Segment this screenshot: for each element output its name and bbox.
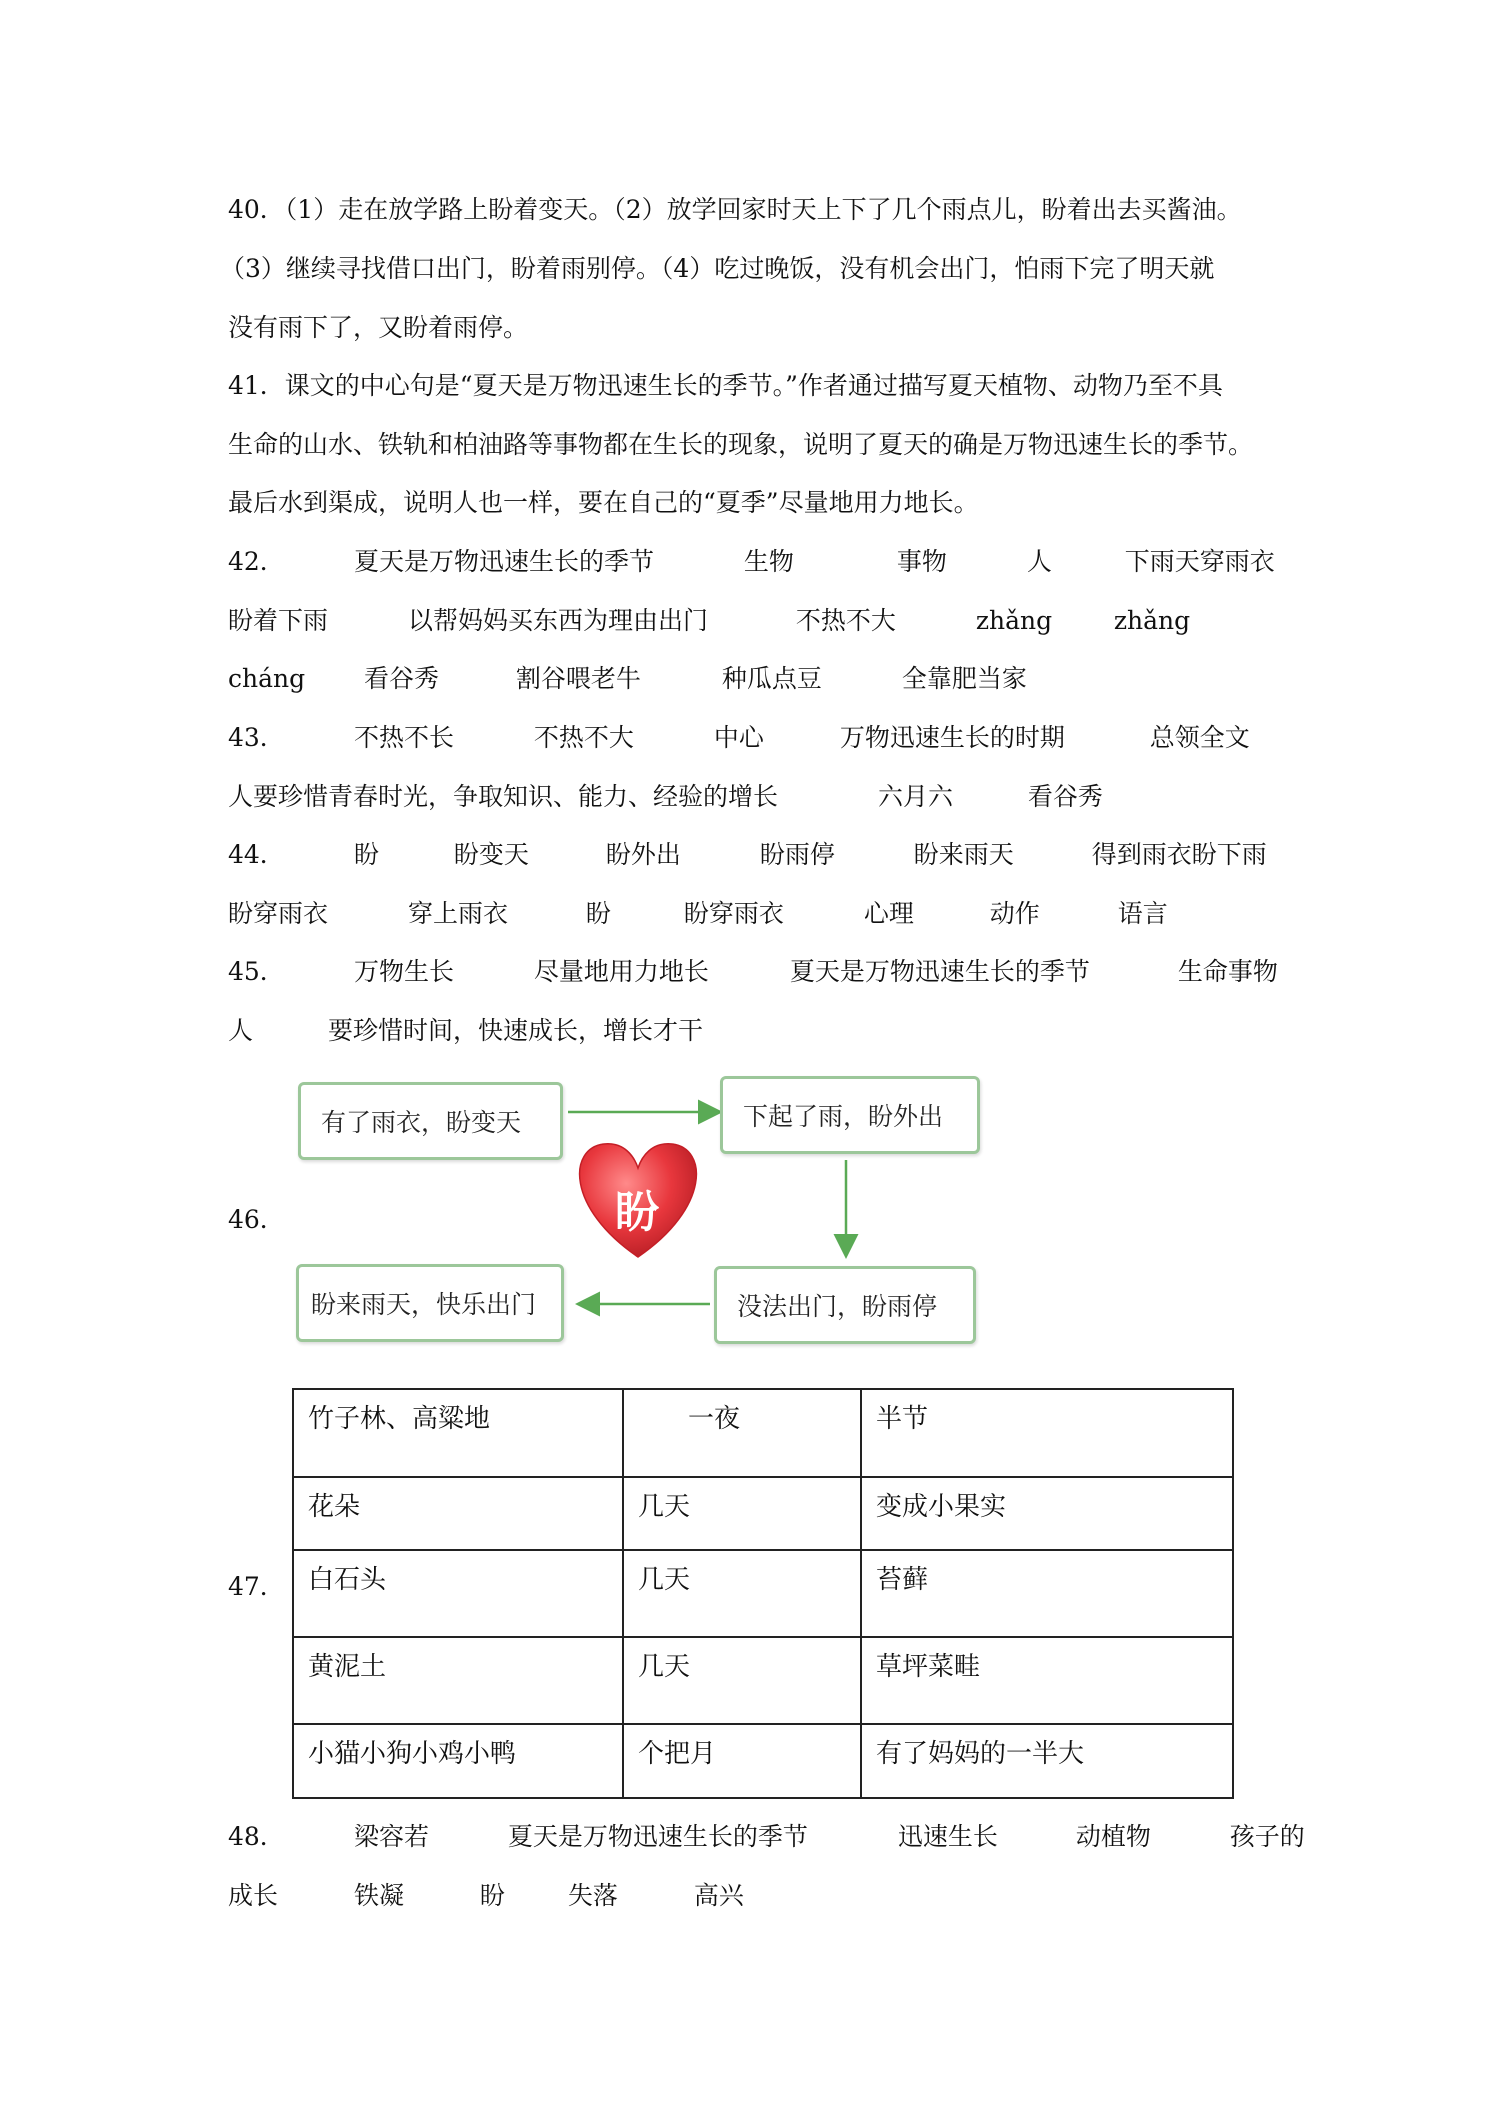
q48-number: 48． [228,1822,285,1851]
q44-answer: 盼穿雨衣 [683,899,784,928]
table-row [293,1550,1233,1637]
table-row [293,1724,1233,1798]
table-cell: 几天 [623,1637,861,1724]
q42-answer: 不热不大 [795,606,896,635]
table-cell: 草坪菜畦 [861,1637,1233,1724]
q43-answer: 总领全文 [1149,723,1250,752]
flow-box-bottom-left: 盼来雨天，快乐出门 [296,1264,564,1342]
q48-answer: 铁凝 [353,1881,404,1910]
q43-answer: 人要珍惜青春时光，争取知识、能力、经验的增长 [228,782,779,811]
q48-answer: 孩子的 [1229,1822,1305,1851]
q42-answer: 生物 [743,547,794,576]
q42-number: 42． [228,547,285,576]
q42-row-1 [228,547,1275,577]
q42-answer: 割谷喂老牛 [515,664,641,693]
q45-answer: 尽量地用力地长 [533,957,709,986]
q44-answer: 盼穿雨衣 [228,899,329,928]
q45-answer: 夏天是万物迅速生长的季节 [789,957,1090,986]
q43-row-1 [228,723,1250,753]
q48-row-1 [228,1822,1305,1852]
table-cell: 有了妈妈的一半大 [861,1724,1233,1798]
q42-row-3 [228,664,1027,694]
q42-answer: 人 [1026,547,1052,576]
heart-label: 盼 [615,1187,659,1238]
q42-answer: zhǎng [975,606,1053,635]
table-cell: 几天 [623,1550,861,1637]
q44-answer: 心理 [863,899,914,928]
q44-answer: 盼变天 [453,840,529,869]
q45-answer: 生命事物 [1177,957,1278,986]
q42-answer: 事物 [896,547,947,576]
q46-number: 46． [228,1205,285,1234]
table-row [293,1637,1233,1724]
q43-answer: 万物迅速生长的时期 [839,723,1065,752]
q43-row-2 [228,782,1103,812]
q48-answer: 迅速生长 [897,1822,998,1851]
q43-answer: 中心 [713,723,764,752]
q42-answer: 看谷秀 [363,664,439,693]
q44-answer: 语言 [1117,899,1168,928]
q43-answer: 看谷秀 [1027,782,1103,811]
q44-answer: 盼来雨天 [913,840,1014,869]
q44-row-1 [228,840,1267,870]
table-cell: 几天 [623,1477,861,1550]
q40-line-3: 没有雨下了，又盼着雨停。 [228,313,529,342]
q46-flow-diagram [228,1082,1028,1382]
table-row [293,1389,1233,1477]
q45-row-2 [228,1016,703,1046]
table-cell: 半节 [861,1389,1233,1477]
q42-answer: 盼着下雨 [228,606,329,635]
q44-row-2 [228,899,1168,929]
flow-box-top-left: 有了雨衣，盼变天 [298,1082,563,1160]
q44-answer: 盼雨停 [759,840,835,869]
q42-answer: 以帮妈妈买东西为理由出门 [407,606,708,635]
q41-line-3: 最后水到渠成，说明人也一样，要在自己的“夏季”尽量地用力地长。 [228,488,979,517]
table-cell: 小猫小狗小鸡小鸭 [293,1724,623,1798]
q48-answer: 高兴 [693,1881,744,1910]
q42-answer: zhǎng [1113,606,1191,635]
q45-row-1 [228,957,1278,987]
q41-line-1: 41．课文的中心句是“夏天是万物迅速生长的季节。”作者通过描写夏天植物、动物乃至不具 [228,371,1223,400]
q40-line-1: 40．（1）走在放学路上盼着变天。（2）放学回家时天上下了几个雨点儿，盼着出去买酱油。 [228,195,1242,224]
q44-answer: 动作 [989,899,1040,928]
table-cell: 个把月 [623,1724,861,1798]
table-cell: 苔藓 [861,1550,1233,1637]
q48-answer: 夏天是万物迅速生长的季节 [507,1822,808,1851]
q48-answer: 成长 [228,1881,279,1910]
table-cell: 黄泥土 [293,1637,623,1724]
q44-number: 44． [228,840,285,869]
table-row [293,1477,1233,1550]
q43-answer: 不热不长 [353,723,454,752]
q45-number: 45． [228,957,285,986]
q45-answer: 万物生长 [353,957,454,986]
q44-answer: 盼 [585,899,611,928]
table-cell: 变成小果实 [861,1477,1233,1550]
q42-answer: 下雨天穿雨衣 [1124,547,1275,576]
q48-answer: 梁容若 [353,1822,429,1851]
q42-answer: 夏天是万物迅速生长的季节 [353,547,654,576]
flow-box-bottom-right: 没法出门，盼雨停 [714,1266,976,1344]
q48-answer: 动植物 [1075,1822,1151,1851]
q40-line-2: （3）继续寻找借口出门，盼着雨别停。（4）吃过晚饭，没有机会出门，怕雨下完了明天就 [220,254,1215,283]
q41-line-2: 生命的山水、铁轨和柏油路等事物都在生长的现象，说明了夏天的确是万物迅速生长的季节。 [228,430,1254,459]
flow-box-top-right: 下起了雨，盼外出 [720,1076,980,1154]
q44-answer: 盼外出 [605,840,681,869]
q43-answer: 六月六 [877,782,953,811]
table-cell: 花朵 [293,1477,623,1550]
q44-answer: 得到雨衣盼下雨 [1091,840,1267,869]
q44-answer: 盼 [353,840,379,869]
table-cell: 竹子林、高粱地 [293,1389,623,1477]
q42-answer: cháng [228,664,306,693]
q45-answer: 要珍惜时间，快速成长，增长才干 [327,1016,703,1045]
q42-answer: 种瓜点豆 [721,664,822,693]
q47-number: 47． [228,1572,285,1601]
q43-number: 43． [228,723,285,752]
q44-answer: 穿上雨衣 [407,899,508,928]
table-cell: 一夜 [623,1389,861,1477]
q43-answer: 不热不大 [533,723,634,752]
q48-answer: 盼 [479,1881,505,1910]
table-cell: 白石头 [293,1550,623,1637]
q42-row-2 [228,606,1190,636]
q42-answer: 全靠肥当家 [901,664,1027,693]
q48-row-2 [228,1881,744,1911]
q47-table [292,1388,1234,1799]
q48-answer: 失落 [567,1881,618,1910]
q45-answer: 人 [228,1016,254,1045]
